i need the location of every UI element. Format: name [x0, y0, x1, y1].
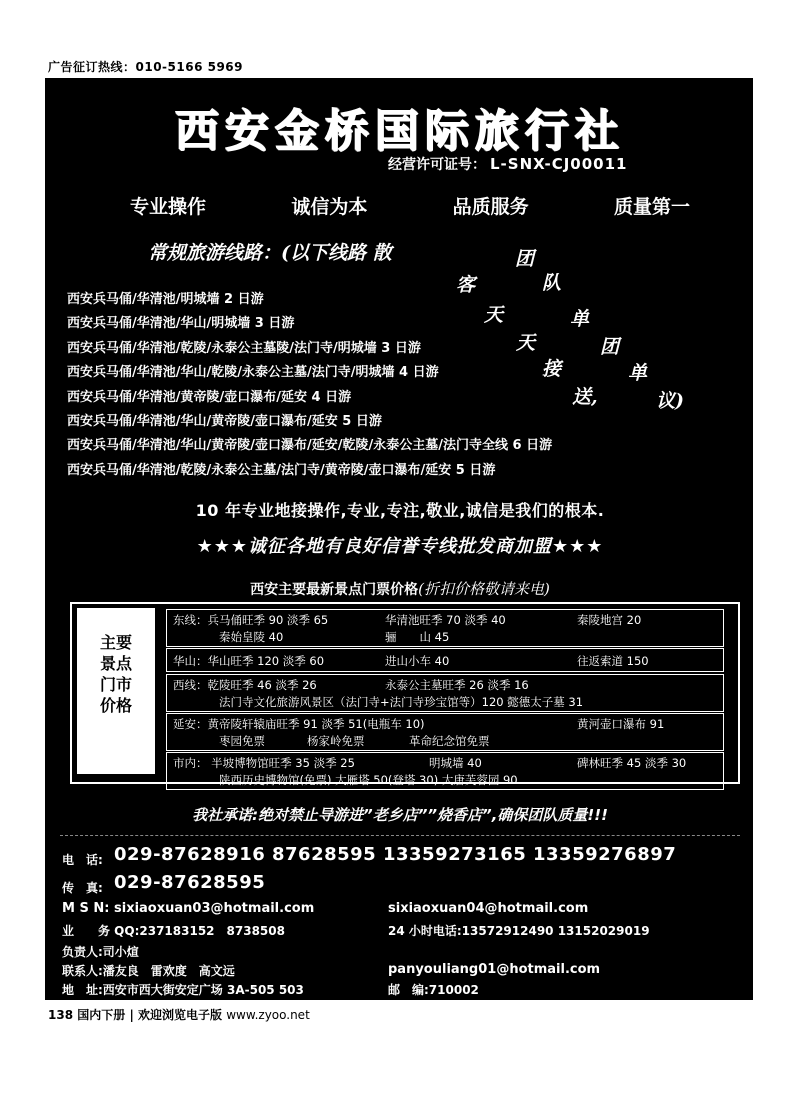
ticket-cell: 明城墙 40: [429, 756, 482, 770]
ticket-row-yanan: [166, 713, 724, 751]
mission-statement: 10 年专业地接操作,专业,专注,敬业,诚信是我们的根本.: [195, 501, 605, 520]
license-number: [388, 154, 627, 174]
route-list: [67, 288, 552, 483]
slogan-2: 诚信为本: [291, 196, 368, 218]
fax-label: 传 真:: [62, 881, 103, 895]
route-item: 西安兵马俑/华清池/乾陵/永泰公主墓/法门寺/黄帝陵/壶口瀑布/延安 5 日游: [67, 462, 496, 478]
ticket-cell: 枣园免票: [219, 734, 265, 748]
ticket-cell: 秦陵地宫 20: [577, 613, 642, 627]
hotline-24h: 24 小时电话:13572912490 13152029019: [388, 924, 650, 938]
quality-promise: 我社承诺:绝对禁止导游进”老乡店””烧香店”,确保团队质量!!!: [192, 806, 608, 824]
routes-heading: 常规旅游线路：(以下线路 散: [148, 242, 392, 264]
page-number: 138: [48, 1008, 74, 1022]
slogan-1: 专业操作: [130, 196, 207, 218]
ticket-table-label: [77, 608, 155, 774]
slogan-row: [130, 192, 690, 219]
ad-hotline: 广告征订热线：010-5166 5969: [48, 60, 244, 74]
recruit-banner: ★★★诚征各地有良好信誉专线批发商加盟★★★: [196, 536, 604, 557]
diag-char: 天: [516, 332, 536, 354]
ticket-cell: 法门寺文化旅游风景区（法门寺+法门寺珍宝馆等）120 懿德太子墓 31: [219, 695, 584, 709]
ticket-cell: 杨家岭免票: [307, 734, 365, 748]
diag-char: 团: [515, 248, 535, 270]
ticket-row-city: [166, 752, 724, 790]
contact-divider: [60, 835, 740, 836]
contact-persons: 联系人:潘友良 雷欢度 高文远: [62, 964, 235, 978]
route-item: 西安兵马俑/华清池/华山/黄帝陵/壶口瀑布/延安/乾陵/永泰公主墓/法门寺全线 6 日游: [67, 438, 553, 454]
route-item: 西安兵马俑/华清池/华山/明城墙 3 日游: [67, 316, 295, 332]
phone-label: 电 话:: [62, 853, 103, 867]
slogan-3: 品质服务: [452, 196, 529, 218]
page-footer: [48, 1006, 310, 1023]
section-name: 国内下册: [77, 1008, 126, 1022]
msn-address-2: sixiaoxuan04@hotmail.com: [388, 901, 589, 916]
ticket-cell: 陕西历史博物馆(免票) 大雁塔 50(登塔 30) 大唐芙蓉园 90: [219, 773, 518, 787]
diag-char: 单: [628, 362, 648, 384]
table-label-line: 主要: [99, 633, 132, 652]
route-item: 西安兵马俑/华清池/乾陵/永泰公主墓陵/法门寺/明城墙 3 日游: [67, 340, 421, 356]
diag-char: 单: [570, 308, 590, 330]
route-item: 西安兵马俑/华清池/明城墙 2 日游: [67, 292, 264, 307]
diag-char: 团: [600, 336, 620, 358]
diag-char: 天: [484, 304, 504, 326]
route-item: 西安兵马俑/华清池/华山/乾陵/永泰公主墓/法门寺/明城墙 4 日游: [67, 365, 439, 381]
diag-char: 队: [542, 272, 562, 294]
table-label-line: 门市: [99, 675, 132, 694]
license-label: 经营许可证号：: [388, 157, 486, 173]
ticket-cell: 延安：黄帝陵轩辕庙旺季 91 淡季 51(电瓶车 10): [173, 717, 425, 731]
ticket-cell: 革命纪念馆免票: [409, 734, 490, 748]
slogan-4: 质量第一: [613, 196, 690, 218]
table-label-line: 景点: [99, 654, 132, 673]
ticket-cell: 往返索道 150: [577, 654, 649, 668]
ticket-cell: 进山小车 40: [385, 654, 450, 668]
msn-label: M S N:: [62, 901, 110, 916]
ticket-cell: 秦始皇陵 40: [219, 630, 284, 644]
ticket-note: (折扣价格敬请来电): [418, 580, 550, 598]
route-item: 西安兵马俑/华清池/华山/黄帝陵/壶口瀑布/延安 5 日游: [67, 413, 382, 429]
license-code: L-SNX-CJ00011: [490, 155, 628, 173]
ticket-cell: 西线：乾陵旺季 46 淡季 26: [173, 678, 317, 692]
ticket-cell: 永泰公主墓旺季 26 淡季 16: [385, 678, 529, 692]
ticket-price-heading: [0, 578, 800, 599]
agency-title: 西安金桥国际旅行社: [175, 106, 625, 157]
ticket-row-east: [166, 609, 724, 647]
postcode: 邮 编:710002: [388, 983, 479, 997]
ticket-cell: 骊 山 45: [385, 630, 450, 644]
site-url[interactable]: www.zyoo.net: [226, 1008, 310, 1022]
ticket-cell: 华山：华山旺季 120 淡季 60: [173, 654, 325, 668]
phone-numbers: 029-87628916 87628595 13359273165 13359276897: [114, 844, 677, 865]
ticket-cell: 东线：兵马俑旺季 90 淡季 65: [173, 613, 329, 627]
ticket-cell: 市内： 半坡博物馆旺季 35 淡季 25: [173, 756, 355, 770]
browse-text: 欢迎浏览电子版: [138, 1008, 223, 1022]
diag-char: 客: [456, 274, 476, 296]
fax-number: 029-87628595: [114, 872, 266, 893]
msn-address-1: sixiaoxuan03@hotmail.com: [114, 901, 315, 916]
ticket-cell: 黄河壶口瀑布 91: [577, 717, 665, 731]
diag-char: 送,: [572, 386, 598, 408]
ticket-title: 西安主要最新景点门票价格: [250, 582, 419, 598]
ticket-cell: 碑林旺季 45 淡季 30: [577, 756, 687, 770]
ticket-row-huashan: [166, 648, 724, 672]
table-label-line: 价格: [99, 696, 132, 715]
contact-email: panyouliang01@hotmail.com: [388, 962, 601, 977]
diag-char: 议): [656, 390, 684, 412]
business-qq: 业 务 QQ:237183152 8738508: [62, 924, 285, 938]
footer-divider: |: [129, 1008, 134, 1022]
diag-char: 接: [542, 358, 562, 380]
ticket-row-west: [166, 674, 724, 712]
route-item: 西安兵马俑/华清池/黄帝陵/壶口瀑布/延安 4 日游: [67, 389, 352, 405]
address: 地 址:西安市西大街安定广场 3A-505 503: [62, 983, 304, 997]
ticket-cell: 华清池旺季 70 淡季 40: [385, 613, 506, 627]
manager: 负责人:司小煊: [62, 945, 139, 959]
